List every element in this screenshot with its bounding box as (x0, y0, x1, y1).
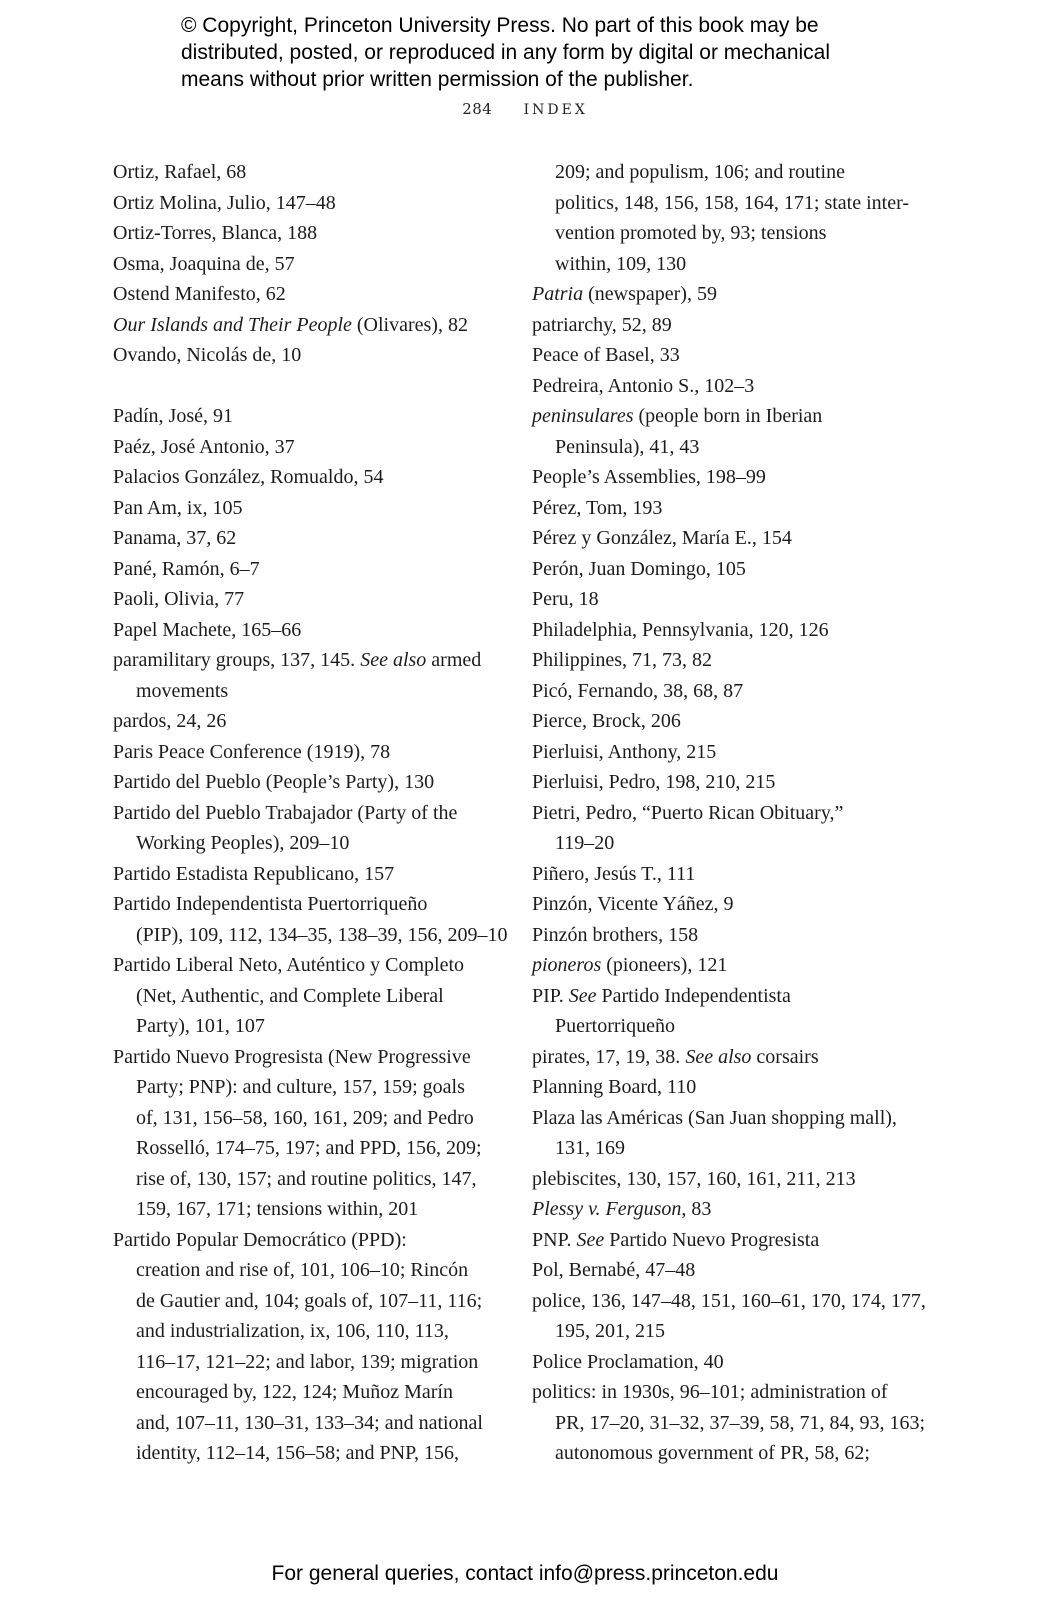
index-text: Peace of Basel, 33 (532, 344, 680, 366)
index-text: (pioneers), 121 (601, 954, 728, 976)
index-entry (532, 1042, 927, 1073)
index-text: Party; PNP): and culture, 157, 159; goals (136, 1076, 465, 1098)
index-entry (113, 218, 493, 249)
index-entry-continuation (113, 1377, 493, 1408)
letter-group-spacer (113, 371, 493, 402)
index-text: (newspaper), 59 (583, 283, 717, 305)
footer-contact: For general queries, contact info@press.princeton.edu (271, 1562, 779, 1585)
index-text: Police Proclamation, 40 (532, 1350, 724, 1373)
index-entry (113, 157, 493, 188)
index-entry-continuation (113, 1072, 493, 1103)
index-text: Pérez, Tom, 193 (532, 496, 663, 519)
index-text: Our Islands and Their People (113, 313, 352, 336)
index-entry-continuation (113, 1438, 493, 1469)
index-entry (532, 920, 927, 951)
index-entry (113, 310, 493, 341)
index-entry-continuation (532, 1408, 927, 1439)
index-entry-continuation (532, 1133, 927, 1164)
index-text: Pierluisi, Anthony, 215 (532, 740, 717, 763)
index-entry (113, 950, 493, 981)
running-head (0, 100, 1050, 118)
index-text: Planning Board, 110 (532, 1076, 697, 1098)
index-text: Partido Estadista Republicano, 157 (113, 862, 395, 885)
index-entry (113, 523, 493, 554)
index-text: Pérez y González, María E., 154 (532, 527, 792, 549)
index-text: (people born in Iberian (633, 405, 823, 427)
index-entry (113, 737, 493, 768)
index-text: Panama, 37, 62 (113, 527, 237, 549)
index-entry (532, 279, 927, 310)
index-text: Pinzón brothers, 158 (532, 923, 699, 946)
index-entry (532, 1225, 927, 1256)
index-column-left (113, 157, 508, 1469)
index-entry (532, 950, 927, 981)
index-entry (532, 371, 927, 402)
index-text: Patria (532, 283, 584, 305)
index-entry (113, 615, 493, 646)
index-entry-continuation (532, 1438, 927, 1469)
index-text: Rosselló, 174–75, 197; and PPD, 156, 209; (136, 1137, 482, 1159)
index-column-right (532, 157, 927, 1469)
index-text: politics, 148, 156, 158, 164, 171; state inter- (555, 191, 910, 214)
index-text: of, 131, 156–58, 160, 161, 209; and Pedro (136, 1106, 474, 1129)
index-entry-continuation (113, 1164, 493, 1195)
index-text: pirates, 17, 19, 38. (532, 1045, 686, 1068)
index-text: pioneros (532, 954, 602, 976)
index-entry-continuation (532, 218, 927, 249)
index-text: Pané, Ramón, 6–7 (113, 557, 260, 580)
index-entry (532, 340, 927, 371)
index-entry-continuation (113, 920, 508, 951)
index-entry-continuation (113, 1255, 493, 1286)
copyright-line: © Copyright, Princeton University Press. No part of this book may be (181, 14, 819, 37)
index-text: Padín, José, 91 (113, 405, 233, 427)
index-entry-continuation (532, 188, 927, 219)
index-entry (113, 401, 493, 432)
index-text: police, 136, 147–48, 151, 160–61, 170, 174, 177, (532, 1289, 926, 1312)
index-text: See also (685, 1045, 752, 1068)
index-entry (532, 401, 927, 432)
index-entry-continuation (113, 1011, 493, 1042)
index-entry (532, 462, 927, 493)
index-text: Ortiz-Torres, Blanca, 188 (113, 222, 318, 244)
index-text: Pierluisi, Pedro, 198, 210, 215 (532, 771, 776, 793)
index-text: pardos, 24, 26 (113, 710, 227, 732)
index-text: Philadelphia, Pennsylvania, 120, 126 (532, 618, 829, 641)
index-entry (532, 523, 927, 554)
index-text: 119–20 (555, 832, 615, 854)
index-text: politics: in 1930s, 96–101; administration of (532, 1381, 888, 1403)
index-text: Partido Liberal Neto, Auténtico y Completo (113, 954, 465, 976)
index-text: Ovando, Nicolás de, 10 (113, 344, 302, 366)
index-entry (532, 645, 927, 676)
index-entry (532, 1164, 927, 1195)
index-text: plebiscites, 130, 157, 160, 161, 211, 213 (532, 1167, 856, 1190)
index-text: See also (360, 649, 427, 671)
index-entry (532, 706, 927, 737)
index-entry-continuation (113, 676, 493, 707)
copyright-line: means without prior written permission of the publisher. (181, 68, 694, 91)
index-text: Picó, Fernando, 38, 68, 87 (532, 679, 744, 702)
index-entry (113, 1042, 493, 1073)
index-entry (113, 889, 493, 920)
index-entry (113, 1225, 493, 1256)
index-entry (532, 310, 927, 341)
index-entry (113, 340, 493, 371)
index-entry (113, 432, 493, 463)
index-text: Peninsula), 41, 43 (555, 435, 700, 458)
index-entry (532, 584, 927, 615)
index-entry-continuation (532, 1011, 927, 1042)
index-entry (532, 767, 927, 798)
index-text: Pietri, Pedro, “Puerto Rican Obituary,” (532, 801, 844, 824)
index-entry-continuation (113, 1194, 493, 1225)
index-text: Ortiz, Rafael, 68 (113, 161, 247, 183)
index-entry-continuation (113, 1316, 493, 1347)
index-text: Philippines, 71, 73, 82 (532, 649, 713, 671)
index-text: rise of, 130, 157; and routine politics, 147, (136, 1167, 477, 1190)
page-number: 284 (462, 100, 493, 118)
index-entry (113, 554, 493, 585)
index-entry (532, 1194, 927, 1225)
index-text: creation and rise of, 101, 106–10; Rincón (136, 1259, 469, 1281)
index-entry (532, 1072, 927, 1103)
index-entry (532, 1377, 927, 1408)
index-entry-continuation (113, 981, 493, 1012)
index-entry (532, 981, 927, 1012)
index-entry (113, 706, 493, 737)
index-text: Piñero, Jesús T., 111 (532, 862, 696, 885)
index-text: peninsulares (532, 405, 634, 427)
index-text: identity, 112–14, 156–58; and PNP, 156, (136, 1442, 459, 1464)
index-text: and, 107–11, 130–31, 133–34; and national (136, 1411, 483, 1434)
index-text: PR, 17–20, 31–32, 37–39, 58, 71, 84, 93, 163; (555, 1411, 926, 1434)
index-text: (PIP), 109, 112, 134–35, 138–39, 156, 209–10 (136, 923, 508, 946)
index-entry (532, 889, 927, 920)
index-entry (113, 798, 493, 829)
index-text: Plaza las Américas (San Juan shopping mall), (532, 1106, 897, 1129)
index-text: encouraged by, 122, 124; Muñoz Marín (136, 1381, 453, 1403)
index-entry (532, 1103, 927, 1134)
index-entry (532, 493, 927, 524)
index-entry (113, 249, 493, 280)
index-entry-continuation (113, 1408, 493, 1439)
index-text: 159, 167, 171; tensions within, 201 (136, 1198, 419, 1220)
index-entry (532, 615, 927, 646)
index-text: Partido Nuevo Progresista (604, 1228, 820, 1251)
index-entry-continuation (113, 1286, 493, 1317)
copyright-line: distributed, posted, or reproduced in any form by digital or mechanical (181, 41, 831, 64)
index-text: Peru, 18 (532, 588, 599, 610)
index-text: Ostend Manifesto, 62 (113, 283, 286, 305)
index-text: Party), 101, 107 (136, 1015, 265, 1037)
index-entry (113, 279, 493, 310)
index-text: Paoli, Olivia, 77 (113, 588, 245, 610)
index-text: Ortiz Molina, Julio, 147–48 (113, 191, 336, 214)
index-entry-continuation (532, 432, 927, 463)
index-entry (113, 859, 493, 890)
index-text: , 83 (681, 1198, 712, 1220)
index-text: (Net, Authentic, and Complete Liberal (136, 984, 444, 1007)
index-text: PNP. (532, 1228, 577, 1251)
index-text: Palacios González, Romualdo, 54 (113, 466, 384, 488)
index-text: and industrialization, ix, 106, 110, 113, (136, 1320, 449, 1342)
index-entry (532, 859, 927, 890)
index-entry (532, 1255, 927, 1286)
index-entry-continuation (532, 828, 927, 859)
index-text: Pol, Bernabé, 47–48 (532, 1259, 696, 1281)
index-text: People’s Assemblies, 198–99 (532, 466, 766, 488)
index-text: patriarchy, 52, 89 (532, 313, 672, 336)
index-text: Osma, Joaquina de, 57 (113, 252, 295, 275)
index-text: Paéz, José Antonio, 37 (113, 435, 295, 458)
index-text: within, 109, 130 (555, 252, 687, 275)
index-entry (532, 676, 927, 707)
index-entry (532, 554, 927, 585)
index-text: Pedreira, Antonio S., 102–3 (532, 374, 755, 397)
index-entry-continuation (113, 1103, 493, 1134)
index-text: See (576, 1228, 605, 1251)
index-text: See (568, 984, 597, 1007)
index-entry (113, 462, 493, 493)
index-entry (113, 645, 493, 676)
index-text: PIP. (532, 984, 569, 1007)
index-text: Papel Machete, 165–66 (113, 618, 302, 641)
index-text: autonomous government of PR, 58, 62; (555, 1442, 870, 1464)
index-entry (113, 584, 493, 615)
index-text: Partido del Pueblo Trabajador (Party of the (113, 801, 458, 824)
index-text: 209; and populism, 106; and routine (555, 161, 845, 183)
index-entry (113, 493, 493, 524)
index-text: Pinzón, Vicente Yáñez, 9 (532, 893, 734, 915)
index-text: paramilitary groups, 137, 145. (113, 649, 361, 671)
index-text: 131, 169 (555, 1137, 625, 1159)
index-entry-continuation (113, 1347, 493, 1378)
index-entry (532, 737, 927, 768)
index-text: armed (426, 649, 482, 671)
index-entry (532, 1286, 927, 1317)
index-text: Pan Am, ix, 105 (113, 496, 243, 519)
index-text: Puertorriqueño (555, 1015, 675, 1037)
index-text: Partido Independentista Puertorriqueño (113, 893, 428, 915)
index-entry-continuation (113, 1133, 493, 1164)
index-text: Working Peoples), 209–10 (136, 832, 350, 854)
index-entry (532, 798, 927, 829)
index-text: (Olivares), 82 (351, 313, 468, 336)
index-entry-continuation (532, 157, 927, 188)
copyright-notice (181, 12, 941, 93)
index-entry-continuation (532, 249, 927, 280)
index-text: corsairs (751, 1045, 819, 1068)
index-entry-continuation (532, 1316, 927, 1347)
index-entry-continuation (113, 828, 493, 859)
index-text: Paris Peace Conference (1919), 78 (113, 740, 391, 763)
index-text: Perón, Juan Domingo, 105 (532, 557, 746, 580)
section-title: INDEX (523, 102, 588, 118)
index-entry (113, 188, 493, 219)
index-text: Plessy v. Ferguson (532, 1198, 682, 1220)
index-entry (532, 1347, 927, 1378)
index-text: de Gautier and, 104; goals of, 107–11, 116; (136, 1289, 483, 1312)
index-text: 116–17, 121–22; and labor, 139; migration (136, 1350, 479, 1373)
index-text: Partido Nuevo Progresista (New Progressive (113, 1045, 471, 1068)
index-text: Partido del Pueblo (People’s Party), 130 (113, 771, 435, 793)
index-text: 195, 201, 215 (555, 1320, 665, 1342)
index-text: movements (136, 679, 229, 702)
index-text: Partido Popular Democrático (PPD): (113, 1228, 407, 1251)
index-text: Pierce, Brock, 206 (532, 710, 681, 732)
index-text: Partido Independentista (596, 984, 791, 1007)
index-entry (113, 767, 493, 798)
index-text: vention promoted by, 93; tensions (555, 222, 827, 244)
